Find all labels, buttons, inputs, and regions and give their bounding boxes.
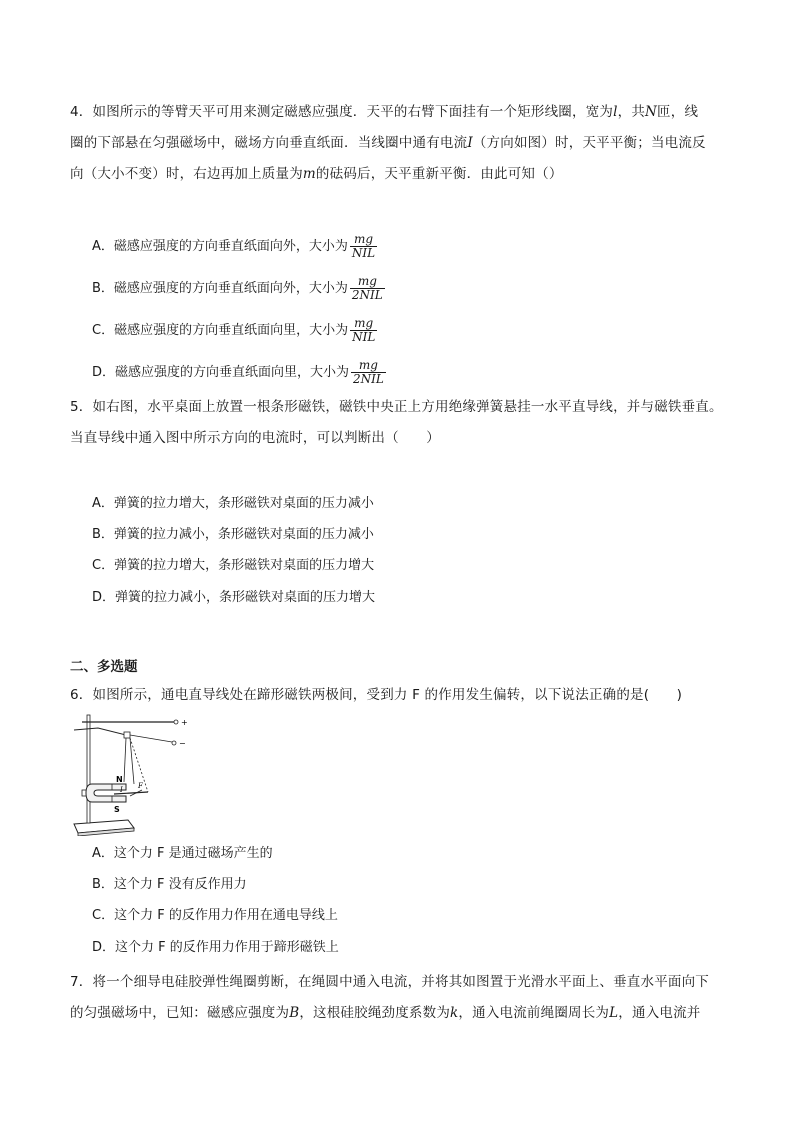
fraction-numerator: mg — [354, 316, 374, 330]
option-text: B．磁感应强度的方向垂直纸面向外，大小为 — [92, 281, 348, 296]
q4-text: 的砝码后，天平重新平衡．由此可知（） — [315, 166, 563, 182]
section-title: 二、多选题 — [70, 659, 138, 675]
q5-option-d[interactable]: D．弹簧的拉力减小，条形磁铁对桌面的压力增大 — [92, 590, 376, 605]
fraction-denominator: 2NIL — [353, 372, 384, 386]
q4-option-d[interactable] — [92, 359, 386, 386]
hanging-wire-left — [124, 738, 126, 782]
fraction — [350, 233, 377, 260]
q4-option-a[interactable] — [92, 233, 377, 260]
q7-text: ，通入电流并 — [618, 1005, 701, 1021]
q4-var-n: N — [645, 104, 658, 120]
fraction — [350, 275, 385, 302]
label-north-pole: N — [116, 775, 123, 784]
fraction-denominator: NIL — [351, 246, 376, 260]
q4-line-3 — [70, 164, 563, 184]
q6-line-1: 6．如图所示，通电直导线处在蹄形磁铁两极间，受到力 F 的作用发生偏转，以下说法正确的是( ) — [70, 687, 683, 703]
q7-text: 的匀强磁场中，已知：磁感应强度为 — [70, 1005, 290, 1021]
q5-line-2: 当直导线中通入图中所示方向的电流时，可以判断出（ ） — [70, 430, 440, 446]
q7-var-b: B — [289, 1005, 300, 1021]
fraction-numerator: mg — [353, 232, 374, 246]
q6-option-c[interactable]: C．这个力 F 的反作用力作用在通电导线上 — [92, 908, 338, 923]
label-current: I — [120, 786, 123, 794]
q7-line-1: 7．将一个细导电硅胶弹性绳圈剪断，在绳圆中通入电流，并将其如图置于光滑水平面上、垂直水平面向下 — [70, 974, 709, 990]
fraction — [351, 359, 386, 386]
q6-option-b[interactable]: B．这个力 F 没有反作用力 — [92, 877, 247, 892]
q6-figure-stand-magnet — [68, 712, 196, 836]
q4-text: ，共 — [617, 104, 646, 120]
q4-text: 圈的下部悬在匀强磁场中，磁场方向垂直纸面．当线圈中通有电流 — [70, 135, 468, 151]
option-text: A．磁感应强度的方向垂直纸面向外，大小为 — [92, 239, 348, 254]
q5-line-1: 5．如右图，水平桌面上放置一根条形磁铁，磁铁中央正上方用绝缘弹簧悬挂一水平直导线，并与磁铁垂直。 — [70, 399, 723, 415]
q6-option-d[interactable]: D．这个力 F 的反作用力作用于蹄形磁铁上 — [92, 940, 339, 955]
terminal-plus — [174, 720, 178, 724]
q4-var-m: m — [302, 166, 316, 182]
label-south-pole: S — [114, 805, 120, 814]
q4-line-2 — [70, 133, 706, 153]
fraction-numerator: mg — [358, 358, 378, 372]
q4-text: 4．如图所示的等臂天平可用来测定磁感应强度．天平的右臂下面挂有一个矩形线圈，宽为 — [70, 104, 614, 120]
fraction — [350, 317, 377, 344]
q7-var-l: L — [609, 1005, 619, 1021]
q4-var-i: I — [467, 135, 473, 151]
fraction-numerator: mg — [357, 274, 377, 288]
fraction-denominator: NIL — [352, 330, 376, 344]
q6-option-a[interactable]: A．这个力 F 是通过磁场产生的 — [92, 846, 273, 861]
label-minus: − — [179, 739, 186, 748]
q4-text: （方向如图）时，天平平衡；当电流反 — [472, 135, 706, 151]
label-force: F — [138, 782, 143, 790]
q4-text: 匝，线 — [657, 104, 699, 120]
q4-line-1 — [70, 102, 698, 122]
q7-text: ，这根硅胶绳劲度系数为 — [299, 1005, 451, 1021]
hanging-wire-right — [130, 738, 134, 784]
q5-option-b[interactable]: B．弹簧的拉力减小，条形磁铁对桌面的压力减小 — [92, 527, 374, 542]
fraction-denominator: 2NIL — [351, 288, 383, 302]
q5-option-a[interactable]: A．弹簧的拉力增大，条形磁铁对桌面的压力减小 — [92, 496, 374, 511]
q4-option-c[interactable] — [92, 317, 377, 344]
q5-option-c[interactable]: C．弹簧的拉力增大，条形磁铁对桌面的压力增大 — [92, 558, 375, 573]
option-text: D．磁感应强度的方向垂直纸面向里，大小为 — [92, 365, 350, 380]
q4-text: 向（大小不变）时，右边再加上质量为 — [70, 166, 303, 182]
q7-text: ，通入电流前绳圈周长为 — [458, 1005, 610, 1021]
stand-rod — [87, 715, 90, 823]
label-plus: + — [181, 718, 188, 727]
q4-option-b[interactable] — [92, 275, 385, 302]
terminal-minus — [172, 741, 176, 745]
q4-var-l: l — [613, 104, 618, 120]
bracket — [74, 728, 130, 736]
option-text: C．磁感应强度的方向垂直纸面向里，大小为 — [92, 323, 349, 338]
clamp — [124, 732, 130, 738]
q7-var-k: k — [450, 1005, 459, 1021]
wire-lead — [130, 735, 172, 742]
q7-line-2 — [70, 1003, 701, 1023]
